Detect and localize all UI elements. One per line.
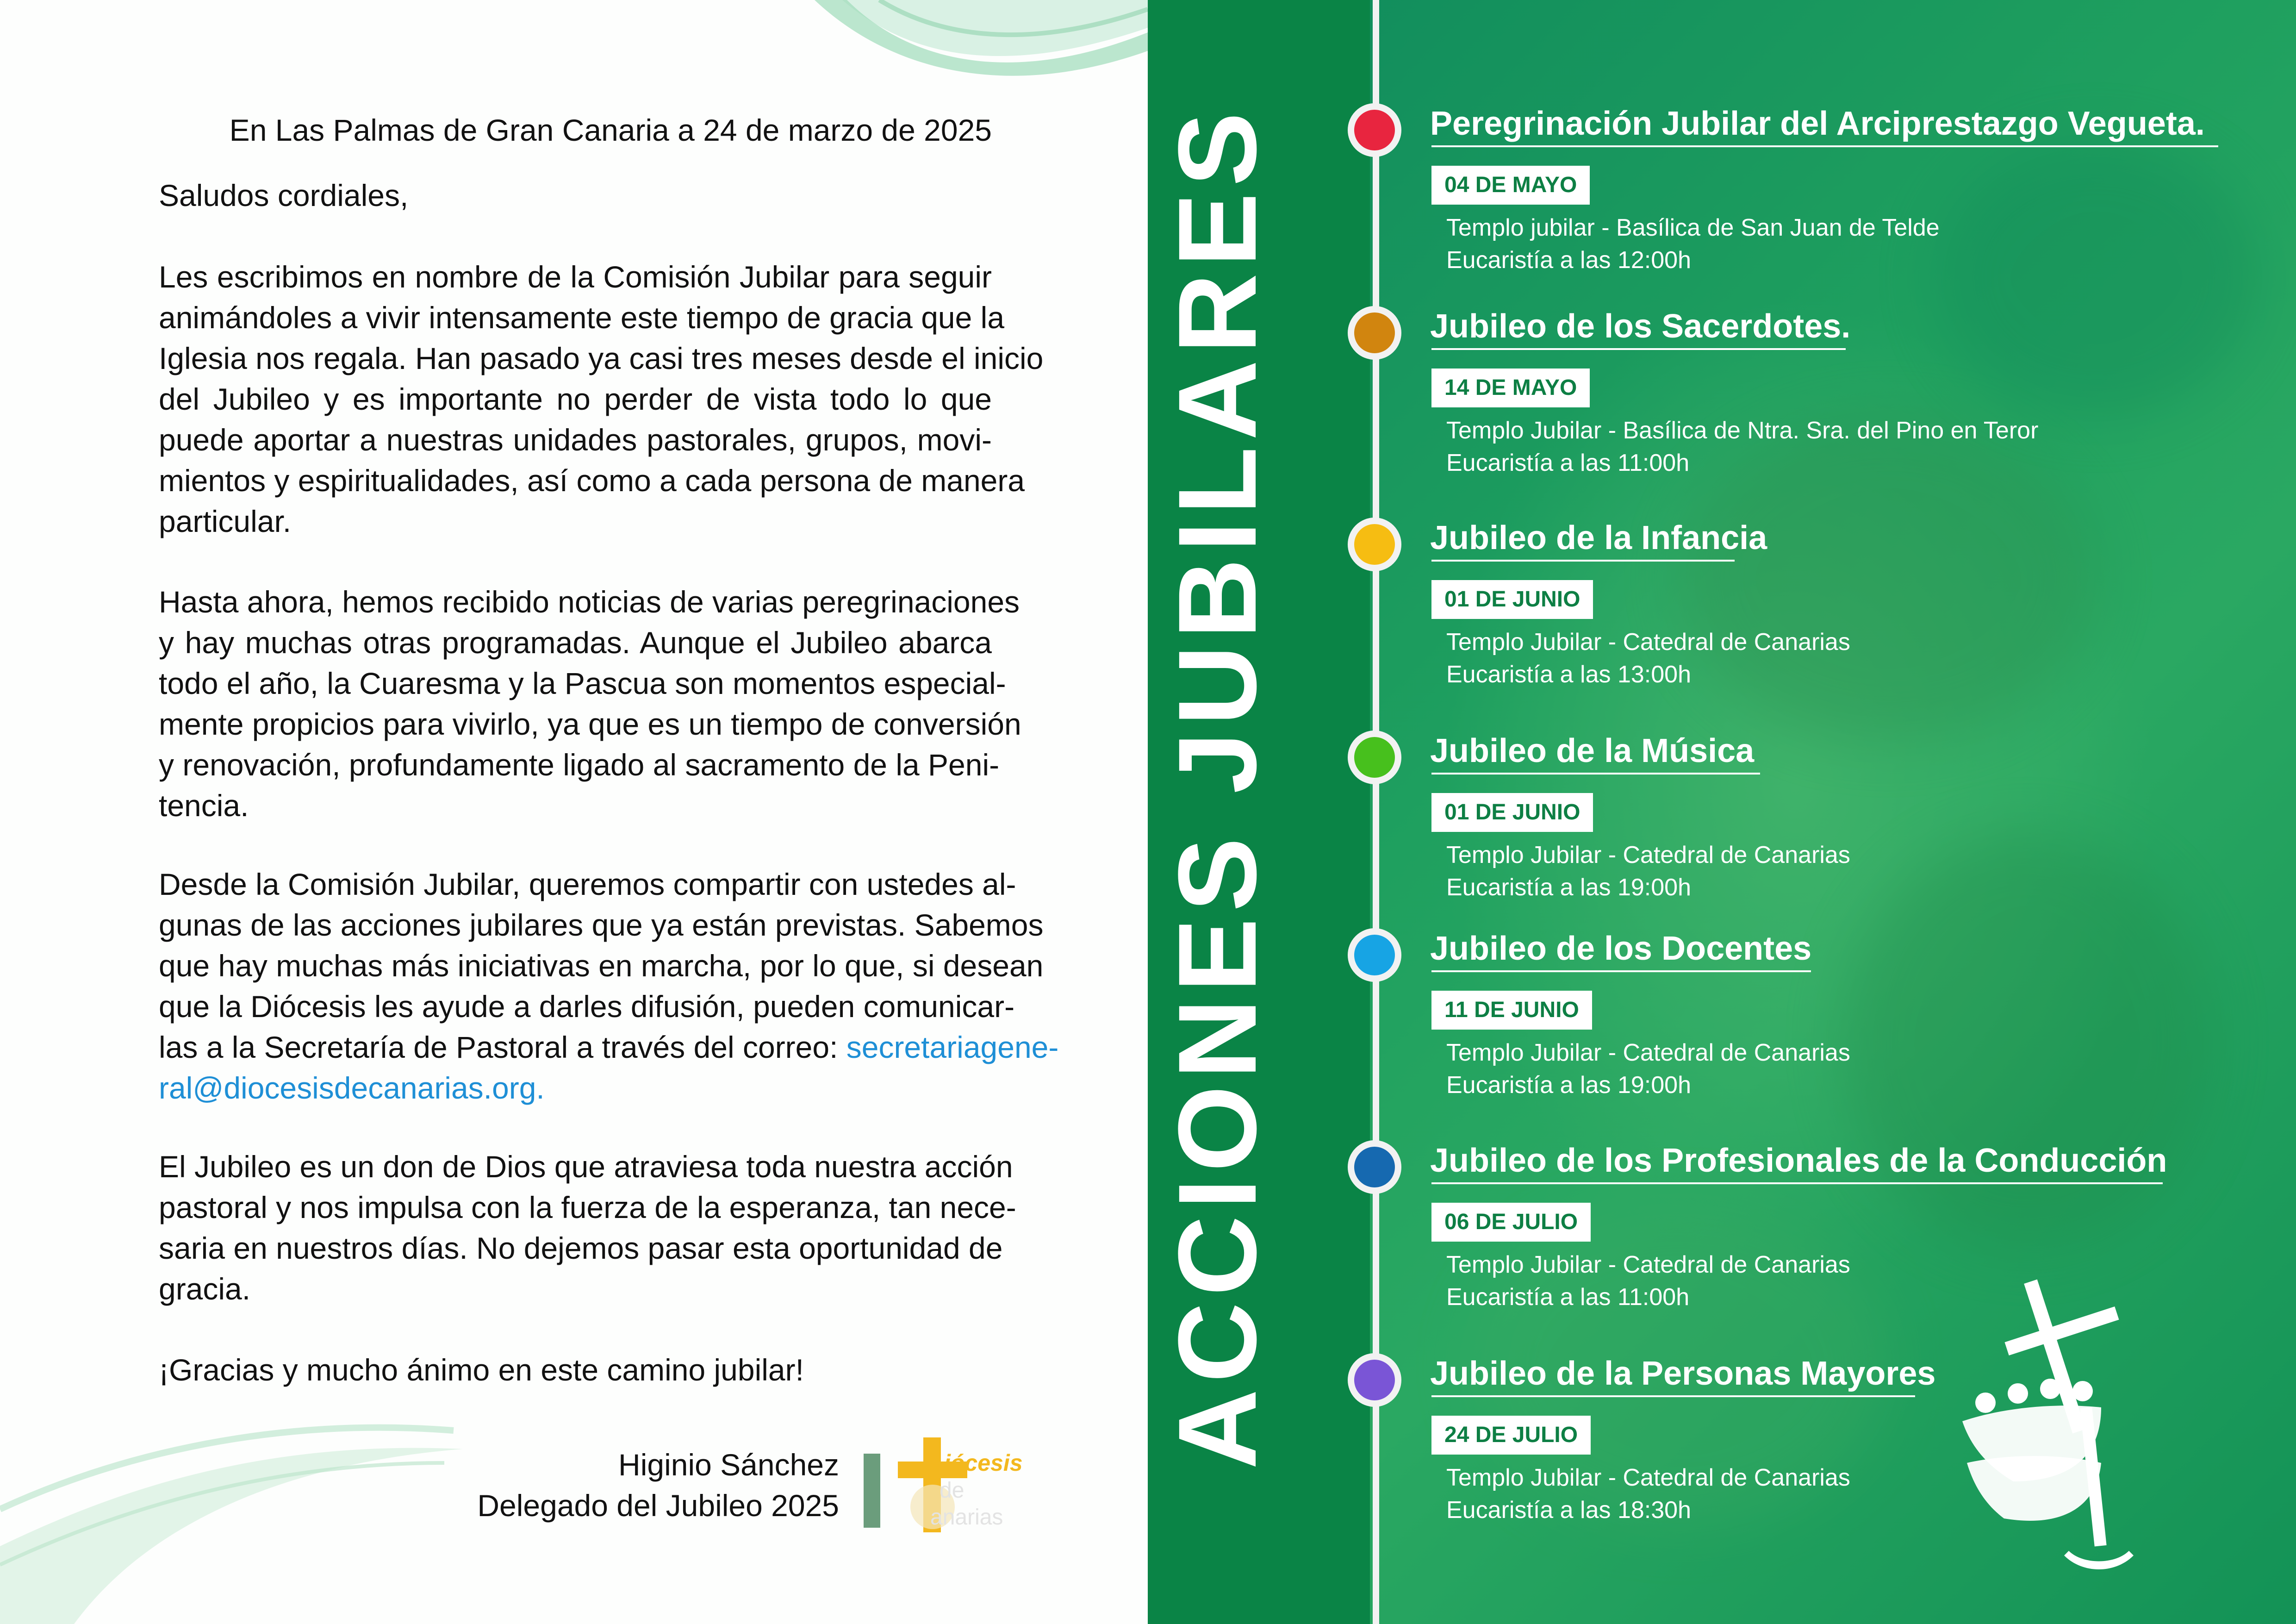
event-mass-time: Eucaristía a las 19:00h	[1446, 874, 1691, 901]
event-place: Templo Jubilar - Catedral de Canarias	[1446, 629, 1850, 656]
paragraph-line: gracia.	[159, 1272, 251, 1306]
event-title: Jubileo de los Docentes	[1430, 930, 1812, 967]
event-mass-time: Eucaristía a las 18:30h	[1446, 1497, 1691, 1524]
event-place: Templo Jubilar - Catedral de Canarias	[1446, 1464, 1850, 1491]
paragraph-line: del Jubileo y es importante no perder de vista todo lo que	[159, 382, 992, 416]
events-page: ACCIONES JUBILARES Peregrinación Jubilar del Arciprestazgo Vegueta. 04 DE MAYO Templo jubilar - Basílica de San Juan de Telde Eucaristía a las 12:00h Jubileo de los Sacerdotes. 14 DE MAYO Templo Jubilar - Basílica de Ntra. Sra. del Pino en Teror Eucaristía a las 11:00h Jubileo de la Infancia 01 DE JUNIO Templo Jubilar - Catedral de Canarias Eucaristía a las 13:00h Jubileo de la Música 01 DE JUNIO Templo Jubilar - Catedral de Canarias Eucaristía a las 19:00h Jubileo de los Docentes 11 DE JUNIO Templo Jubilar - Catedral de Canarias Eucaristía a las 19:00h Jubileo de los Profesionales de la Conducción 06 DE JULIO Templo Jubilar - Catedral de Canarias Eucaristía a las 11:00h Jubileo de la Personas Mayores 24 DE JULIO Templo Jubilar - Catedral de Canarias Eucaristía a las 18:30h	[1148, 0, 2296, 1624]
paragraph-line: saria en nuestros días. No dejemos pasar esta oportunidad de	[159, 1231, 1003, 1265]
paragraph-1	[159, 256, 1044, 542]
timeline-dot	[1348, 731, 1401, 784]
event-title: Jubileo de los Profesionales de la Conducción	[1430, 1142, 2167, 1179]
event-mass-time: Eucaristía a las 12:00h	[1446, 247, 1691, 274]
paragraph-line: mente propicios para vivirlo, ya que es un tiempo de conversión	[159, 707, 1021, 741]
event-date-badge: 24 DE JULIO	[1431, 1416, 1591, 1455]
paragraph-4	[159, 1146, 1016, 1309]
timeline-dot	[1348, 1140, 1401, 1194]
jubilee-logo	[1948, 1268, 2189, 1574]
event-mass-time: Eucaristía a las 11:00h	[1446, 450, 1690, 476]
paragraph-3	[159, 864, 1059, 1108]
paragraph-line: Les escribimos en nombre de la Comisión Jubilar para seguir	[159, 260, 992, 294]
background-blur	[1842, 833, 2212, 1250]
paragraph-line: Iglesia nos regala. Han pasado ya casi tres meses desde el inicio	[159, 341, 1044, 375]
letter-greeting: Saludos cordiales,	[159, 178, 409, 212]
paragraph-line: gunas de las acciones jubilares que ya están previstas. Sabemos	[159, 908, 1044, 942]
letter-closing: ¡Gracias y mucho ánimo en este camino jubilar!	[159, 1353, 804, 1387]
event-title-underline	[1431, 1395, 1915, 1397]
email-link[interactable]: ral@diocesisdecanarias.org.	[159, 1071, 545, 1105]
event-place: Templo Jubilar - Basílica de Ntra. Sra. del Pino en Teror	[1446, 417, 2039, 444]
event-place: Templo jubilar - Basílica de San Juan de Telde	[1446, 214, 1940, 241]
svg-text:de: de	[940, 1478, 964, 1503]
event-date-badge: 01 DE JUNIO	[1431, 793, 1593, 832]
paragraph-2	[159, 581, 1021, 826]
timeline-dot	[1348, 306, 1401, 360]
event-title-underline	[1431, 970, 1811, 972]
event-title-underline	[1431, 348, 1846, 350]
paragraph-line: que la Diócesis les ayude a darles difusión, pueden comunicar-	[159, 989, 1015, 1024]
paragraph-line: animándoles a vivir intensamente este tiempo de gracia que la	[159, 300, 1005, 335]
paragraph-line: que hay muchas más iniciativas en marcha, por lo que, si desean	[159, 949, 1044, 983]
paragraph-line: puede aportar a nuestras unidades pastorales, grupos, movi-	[159, 423, 992, 457]
paragraph-line: todo el año, la Cuaresma y la Pascua son momentos especial-	[159, 666, 1006, 700]
event-date-badge: 01 DE JUNIO	[1431, 580, 1593, 619]
event-date-badge: 04 DE MAYO	[1431, 166, 1590, 205]
paragraph-line: pastoral y nos impulsa con la fuerza de la esperanza, tan nece-	[159, 1190, 1016, 1224]
paragraph-line: y renovación, profundamente ligado al sacramento de la Peni-	[159, 748, 1000, 782]
event-place: Templo Jubilar - Catedral de Canarias	[1446, 1039, 1850, 1066]
event-date-badge: 11 DE JUNIO	[1431, 991, 1592, 1030]
event-title: Jubileo de la Personas Mayores	[1430, 1355, 1936, 1392]
event-title-underline	[1431, 773, 1760, 775]
paragraph-line: y hay muchas otras programadas. Aunque el Jubileo abarca	[159, 625, 992, 660]
event-place: Templo Jubilar - Catedral de Canarias	[1446, 1251, 1850, 1278]
svg-text:anarias: anarias	[930, 1505, 1003, 1530]
paragraph-line: Hasta ahora, hemos recibido noticias de varias peregrinaciones	[159, 585, 1020, 619]
background-blur	[1935, 139, 2259, 417]
diocesis-logo	[898, 1437, 1051, 1535]
signature-block	[159, 1444, 839, 1526]
event-mass-time: Eucaristía a las 13:00h	[1446, 661, 1691, 688]
paragraph-line: tencia.	[159, 788, 249, 823]
signature-divider	[864, 1454, 880, 1528]
timeline-dot	[1348, 103, 1401, 157]
svg-text:iócesis: iócesis	[944, 1450, 1023, 1476]
timeline-dot	[1348, 1353, 1401, 1407]
event-title-underline	[1431, 1182, 2163, 1184]
event-title: Jubileo de la Música	[1430, 732, 1755, 769]
timeline-dot	[1348, 928, 1401, 982]
signature-name: Higinio Sánchez	[618, 1448, 839, 1482]
paragraph-line	[159, 1027, 1059, 1068]
event-date-badge: 14 DE MAYO	[1431, 369, 1590, 407]
background-blur	[1680, 417, 2097, 741]
letter-date: En Las Palmas de Gran Canaria a 24 de marzo de 2025	[229, 113, 992, 147]
signature-role: Delegado del Jubileo 2025	[477, 1488, 839, 1523]
event-mass-time: Eucaristía a las 11:00h	[1446, 1284, 1690, 1311]
top-wave-decoration	[787, 0, 1148, 106]
email-link[interactable]: secretariagene-	[846, 1030, 1059, 1064]
paragraph-text: las a la Secretaría de Pastoral a través del correo:	[159, 1030, 846, 1064]
event-place: Templo Jubilar - Catedral de Canarias	[1446, 842, 1850, 868]
event-title-underline	[1431, 145, 2218, 147]
paragraph-line: mientos y espiritualidades, así como a cada persona de manera	[159, 463, 1025, 498]
event-mass-time: Eucaristía a las 19:00h	[1446, 1072, 1691, 1099]
event-title-underline	[1431, 560, 1735, 562]
event-title: Jubileo de los Sacerdotes.	[1430, 308, 1851, 345]
timeline-dot	[1348, 518, 1401, 571]
paragraph-line: El Jubileo es un don de Dios que atraviesa toda nuestra acción	[159, 1149, 1013, 1184]
event-title: Peregrinación Jubilar del Arciprestazgo Vegueta.	[1430, 105, 2205, 142]
paragraph-line: particular.	[159, 504, 292, 538]
paragraph-line: Desde la Comisión Jubilar, queremos compartir con ustedes al-	[159, 867, 1016, 901]
event-date-badge: 06 DE JULIO	[1431, 1203, 1591, 1242]
event-title: Jubileo de la Infancia	[1430, 519, 1767, 556]
